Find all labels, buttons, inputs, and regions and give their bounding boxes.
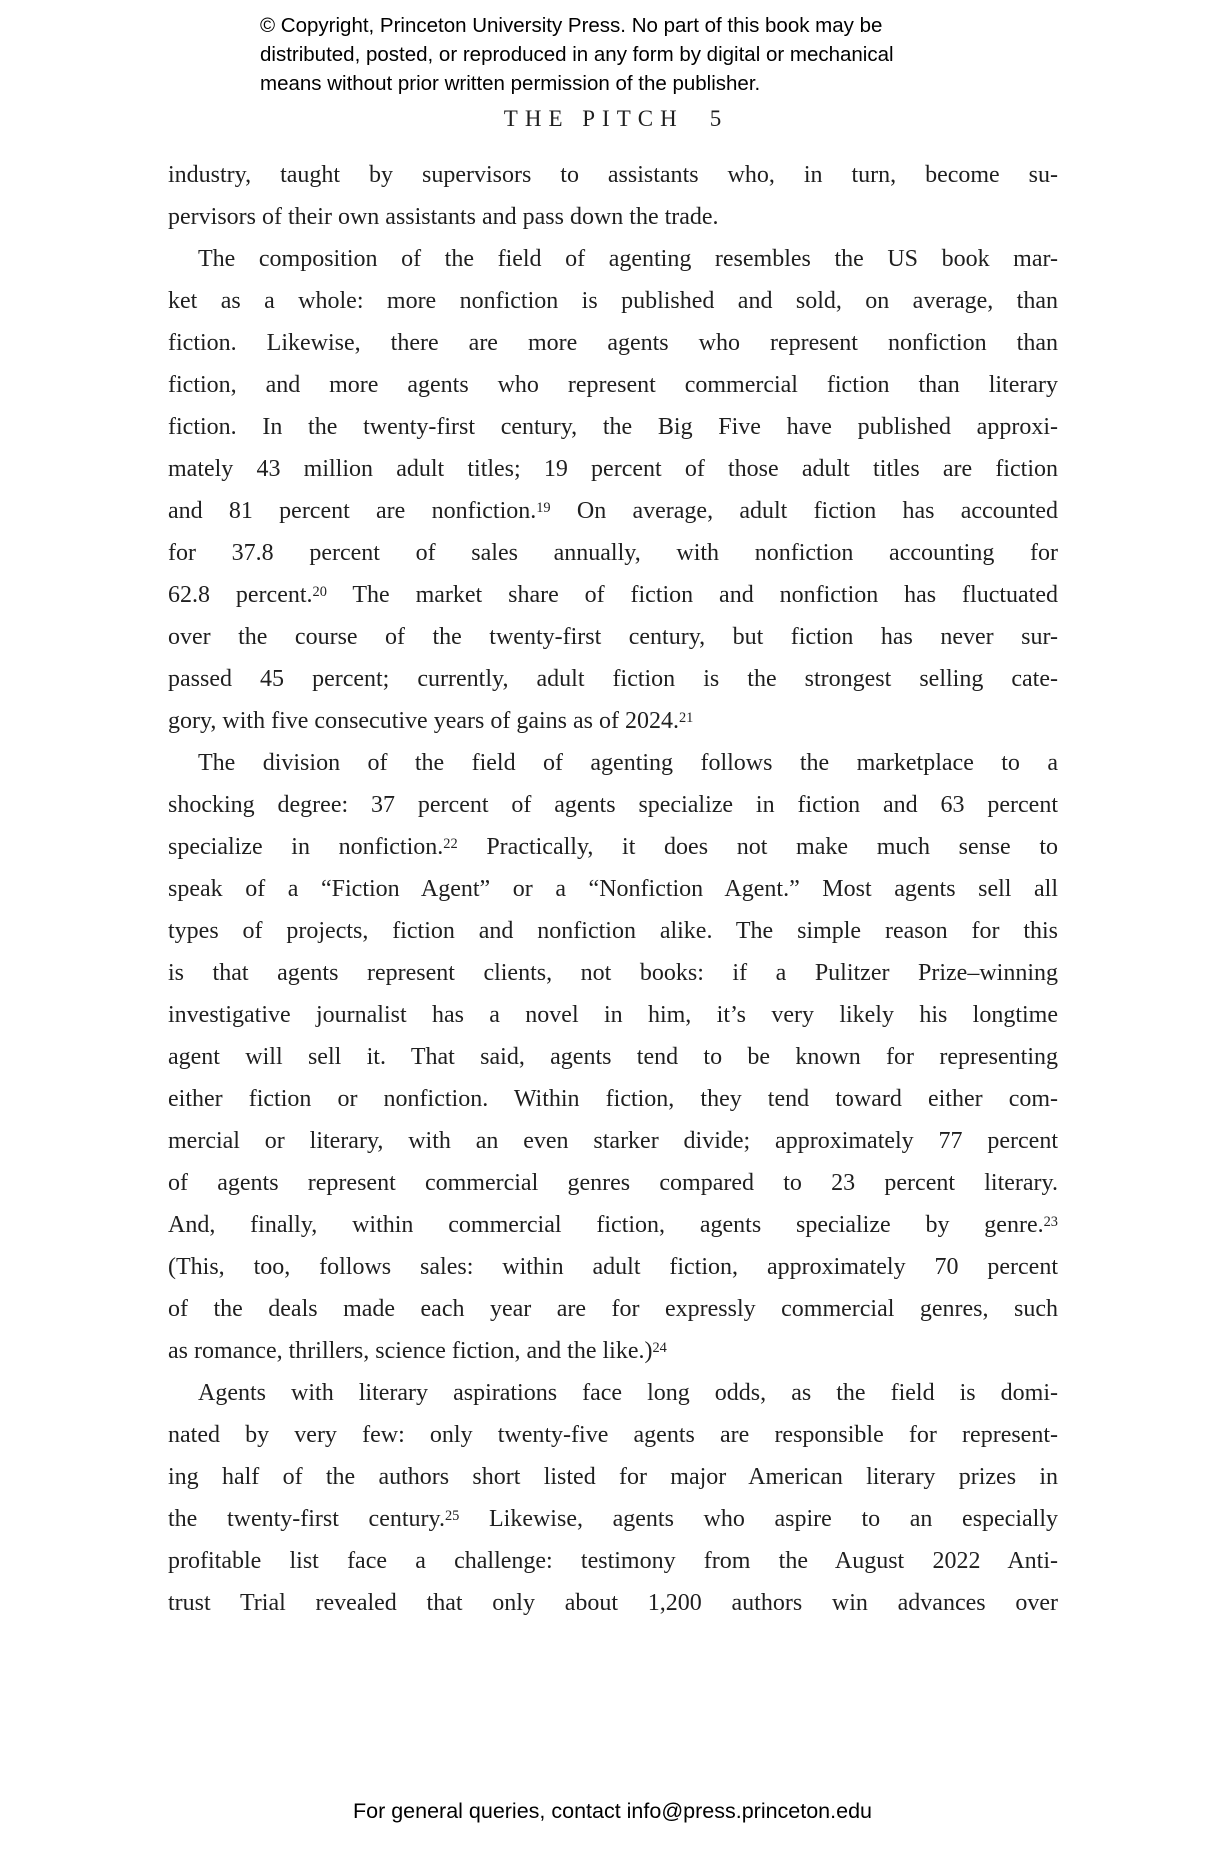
text-segment: pervisors of their own assistants and pass down the trade. — [168, 204, 719, 230]
text-segment: of agents represent commercial genres compared to 23 percent literary. — [168, 1170, 1058, 1196]
text-line — [168, 196, 1058, 238]
text-line — [168, 826, 1058, 868]
text-line — [168, 1204, 1058, 1246]
text-line — [168, 742, 1058, 784]
text-segment: ing half of the authors short listed for major American literary prizes in — [168, 1464, 1058, 1490]
text-line — [168, 448, 1058, 490]
text-segment: shocking degree: 37 percent of agents specialize in fiction and 63 percent — [168, 792, 1058, 818]
text-segment: and 81 percent are nonfiction. — [168, 498, 537, 524]
text-segment: nated by very few: only twenty-five agents are responsible for represent- — [168, 1422, 1058, 1448]
text-line — [168, 490, 1058, 532]
text-line — [168, 616, 1058, 658]
text-segment: mately 43 million adult titles; 19 percent of those adult titles are fiction — [168, 456, 1058, 482]
text-line — [168, 784, 1058, 826]
text-line — [168, 1246, 1058, 1288]
text-segment: On average, adult fiction has accounted — [550, 498, 1058, 524]
text-segment: industry, taught by supervisors to assistants who, in turn, become su- — [168, 162, 1058, 188]
text-line — [168, 1330, 1058, 1372]
text-segment: passed 45 percent; currently, adult fiction is the strongest selling cate- — [168, 666, 1058, 692]
text-segment: The composition of the field of agenting resembles the US book mar- — [198, 246, 1058, 272]
text-line — [168, 406, 1058, 448]
footnote-ref: 19 — [536, 499, 551, 516]
text-segment: agent will sell it. That said, agents tend to be known for representing — [168, 1044, 1058, 1070]
text-line — [168, 910, 1058, 952]
copyright-notice — [260, 11, 894, 98]
text-segment: investigative journalist has a novel in him, it’s very likely his longtime — [168, 1002, 1058, 1028]
text-segment: The division of the field of agenting follows the marketplace to a — [198, 750, 1058, 776]
footnote-ref: 21 — [678, 709, 694, 726]
text-segment: the twenty-first century. — [168, 1506, 445, 1532]
text-line — [168, 1582, 1058, 1624]
text-segment: of the deals made each year are for expressly commercial genres, such — [168, 1296, 1058, 1322]
text-segment: Practically, it does not make much sense to — [457, 834, 1058, 860]
text-line — [168, 364, 1058, 406]
text-line — [168, 1414, 1058, 1456]
text-line — [168, 1456, 1058, 1498]
text-line — [168, 1162, 1058, 1204]
text-segment: mercial or literary, with an even starker divide; approximately 77 percent — [168, 1128, 1058, 1154]
text-line — [168, 154, 1058, 196]
text-segment: ket as a whole: more nonfiction is published and sold, on average, than — [168, 288, 1058, 314]
text-segment: is that agents represent clients, not books: if a Pulitzer Prize–winning — [168, 960, 1058, 986]
text-line — [168, 1288, 1058, 1330]
text-line — [168, 700, 1058, 742]
text-segment: Likewise, agents who aspire to an especially — [459, 1506, 1058, 1532]
text-segment: fiction, and more agents who represent commercial fiction than literary — [168, 372, 1058, 398]
footnote-ref: 25 — [444, 1507, 460, 1524]
text-line — [168, 1498, 1058, 1540]
copyright-line: © Copyright, Princeton University Press. No part of this book may be — [260, 14, 883, 37]
text-segment: speak of a “Fiction Agent” or a “Nonfiction Agent.” Most agents sell all — [168, 876, 1058, 902]
running-head-title: THE PITCH — [503, 106, 684, 131]
text-segment: gory, with five consecutive years of gains as of 2024. — [168, 708, 679, 734]
text-segment: profitable list face a challenge: testimony from the August 2022 Anti- — [168, 1548, 1058, 1574]
text-line — [168, 532, 1058, 574]
text-segment: fiction. Likewise, there are more agents who represent nonfiction than — [168, 330, 1058, 356]
text-segment: 62.8 percent. — [168, 582, 313, 608]
footnote-ref: 22 — [443, 835, 458, 852]
text-segment: as romance, thrillers, science fiction, and the like.) — [168, 1338, 653, 1364]
text-line — [168, 868, 1058, 910]
page-number: 5 — [709, 106, 722, 131]
footer-contact: For general queries, contact info@press.princeton.edu — [352, 1799, 872, 1823]
text-line — [168, 238, 1058, 280]
page-body — [168, 154, 1058, 1624]
text-segment: either fiction or nonfiction. Within fiction, they tend toward either com- — [168, 1086, 1058, 1112]
text-line — [168, 658, 1058, 700]
copyright-line: means without prior written permission of the publisher. — [260, 72, 761, 95]
text-segment: for 37.8 percent of sales annually, with nonfiction accounting for — [168, 540, 1058, 566]
text-segment: over the course of the twenty-first century, but fiction has never sur- — [168, 624, 1058, 650]
footnote-ref: 23 — [1043, 1213, 1058, 1230]
text-line — [168, 994, 1058, 1036]
running-head — [0, 106, 1225, 132]
text-segment: And, finally, within commercial fiction, agents specialize by genre. — [168, 1212, 1044, 1238]
text-segment: (This, too, follows sales: within adult fiction, approximately 70 percent — [168, 1254, 1058, 1280]
text-line — [168, 574, 1058, 616]
text-segment: Agents with literary aspirations face long odds, as the field is domi- — [198, 1380, 1058, 1406]
text-line — [168, 952, 1058, 994]
text-segment: specialize in nonfiction. — [168, 834, 444, 860]
footnote-ref: 20 — [312, 583, 327, 600]
text-line — [168, 1078, 1058, 1120]
text-line — [168, 1036, 1058, 1078]
text-line — [168, 1540, 1058, 1582]
text-line — [168, 1120, 1058, 1162]
text-line — [168, 322, 1058, 364]
text-segment: types of projects, fiction and nonfiction alike. The simple reason for this — [168, 918, 1058, 944]
text-segment: trust Trial revealed that only about 1,200 authors win advances over — [168, 1590, 1058, 1616]
text-segment: fiction. In the twenty-first century, the Big Five have published approxi- — [168, 414, 1058, 440]
text-line — [168, 1372, 1058, 1414]
text-segment: The market share of fiction and nonfiction has fluctuated — [326, 582, 1058, 608]
copyright-line: distributed, posted, or reproduced in any form by digital or mechanical — [260, 43, 894, 66]
text-line — [168, 280, 1058, 322]
footnote-ref: 24 — [652, 1339, 667, 1356]
